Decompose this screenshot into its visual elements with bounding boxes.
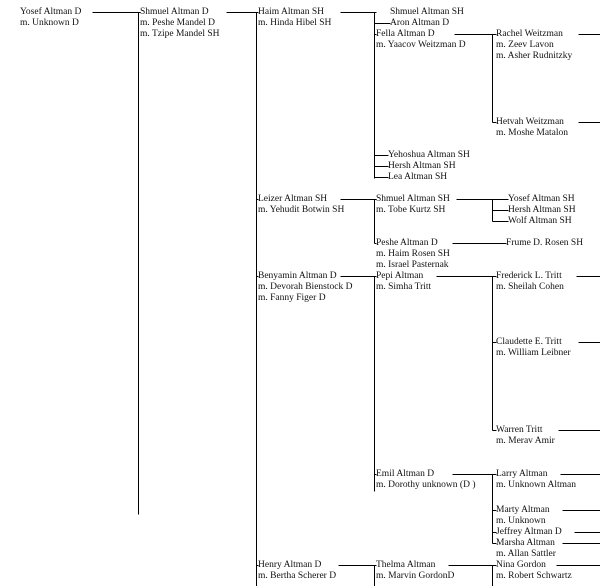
person-name: Aron Altman D	[390, 18, 450, 28]
person-name: Nina Gordon	[496, 560, 546, 570]
person-nina-gordon	[496, 560, 572, 582]
person-name: Wolf Altman SH	[508, 216, 572, 226]
person-thelma-altman	[376, 560, 454, 582]
person-haim-altman	[258, 7, 331, 29]
person-name: Pepi Altman	[376, 271, 424, 281]
person-hersh-altman-son-of-haim	[388, 161, 456, 172]
person-name: Peshe Altman D	[376, 238, 438, 248]
person-name: Frume D. Rosen SH	[506, 238, 584, 248]
person-marsha-altman	[496, 538, 556, 560]
spouse-name: m. Devorah Bienstock D	[258, 282, 353, 292]
spouse-name: m. Moshe Matalon	[496, 128, 569, 138]
spouse-name: m. Dorothy unknown (D )	[376, 480, 476, 490]
person-shmuel-altman-sr	[140, 7, 220, 40]
person-peshe-altman	[376, 238, 450, 271]
spouse-name: m. Unknown Altman	[496, 480, 576, 490]
person-name: Leizer Altman SH	[258, 194, 328, 204]
spouse-name: m. Israel Pasternak	[376, 260, 449, 270]
person-name: Yosef Altman D	[20, 7, 82, 17]
spouse-name: m. Tzipe Mandel SH	[140, 29, 220, 39]
spouse-name: m. William Leibner	[496, 348, 571, 358]
spouse-name: m. Marvin GordonD	[376, 571, 455, 581]
person-yehoshua-altman	[388, 150, 470, 161]
person-wolf-altman	[508, 216, 572, 227]
person-hersh-altman-son-of-shmuel	[508, 205, 576, 216]
person-lea-altman	[388, 172, 447, 183]
person-shmuel-altman-son-of-leizer	[376, 194, 450, 216]
person-name: Yehoshua Altman SH	[388, 150, 470, 160]
spouse-name: m. Unknown	[496, 516, 546, 526]
spouse-name: m. Tobe Kurtz SH	[376, 205, 446, 215]
spouse-name: m. Hinda Hibel SH	[258, 18, 332, 28]
person-name: Yosef Altman SH	[508, 194, 575, 204]
person-aron-altman	[390, 18, 449, 29]
spouse-name: m. Robert Schwartz	[496, 571, 572, 581]
person-name: Henry Altman D	[258, 560, 322, 570]
person-name: Warren Tritt	[496, 425, 543, 435]
person-name: Emil Altman D	[376, 469, 435, 479]
person-emil-altman	[376, 469, 475, 491]
person-name: Marsha Altman	[496, 538, 555, 548]
person-yosef-altman-jr	[508, 194, 575, 205]
person-name: Fella Altman D	[376, 29, 435, 39]
person-benyamin-altman	[258, 271, 352, 304]
person-name: Hetvah Weitzman	[496, 117, 564, 127]
person-fella-altman	[376, 29, 466, 51]
spouse-name: m. Zeev Lavon	[496, 40, 554, 50]
person-name: Shmuel Altman SH	[376, 194, 450, 204]
person-name: Marty Altman	[496, 505, 550, 515]
spouse-name: m. Allan Sattler	[496, 549, 556, 559]
person-henry-altman	[258, 560, 336, 582]
person-marty-altman	[496, 505, 550, 527]
spouse-name: m. Bertha Scherer D	[258, 571, 337, 581]
person-name: Claudette E. Tritt	[496, 337, 562, 347]
spouse-name: m. Fanny Figer D	[258, 293, 326, 303]
spouse-name: m. Merav Amir	[496, 436, 555, 446]
person-frederick-tritt	[496, 271, 564, 293]
spouse-name: m. Yaacov Weitzman D	[376, 40, 466, 50]
person-name: Thelma Altman	[376, 560, 436, 570]
person-name: Shmuel Altman SH	[390, 7, 464, 17]
person-name: Haim Altman SH	[258, 7, 324, 17]
person-name: Hersh Altman SH	[508, 205, 576, 215]
spouse-name: m. Asher Rudnitzky	[496, 51, 573, 61]
person-yosef-altman-sr	[20, 7, 81, 29]
spouse-name: m. Simha Tritt	[376, 282, 432, 292]
spouse-name: m. Unknown D	[20, 18, 79, 28]
person-name: Lea Altman SH	[388, 172, 448, 182]
person-claudette-tritt	[496, 337, 571, 359]
spouse-name: m. Haim Rosen SH	[376, 249, 450, 259]
person-warren-tritt	[496, 425, 555, 447]
person-pepi-altman	[376, 271, 431, 293]
person-rachel-weitzman	[496, 29, 572, 62]
person-name: Larry Altman	[496, 469, 548, 479]
spouse-name: m. Sheilah Cohen	[496, 282, 564, 292]
person-frume-rosen	[506, 238, 583, 249]
person-name: Rachel Weitzman	[496, 29, 563, 39]
person-shmuel-altman-son-of-haim	[390, 7, 464, 18]
spouse-name: m. Yehudit Botwin SH	[258, 205, 345, 215]
person-name: Benyamin Altman D	[258, 271, 337, 281]
person-jeffrey-altman	[496, 527, 562, 538]
person-name: Hersh Altman SH	[388, 161, 456, 171]
person-name: Shmuel Altman D	[140, 7, 209, 17]
person-name: Jeffrey Altman D	[496, 527, 562, 537]
person-larry-altman	[496, 469, 576, 491]
person-name: Frederick L. Tritt	[496, 271, 562, 281]
person-hetvah-weitzman	[496, 117, 568, 139]
spouse-name: m. Peshe Mandel D	[140, 18, 215, 28]
person-leizer-altman	[258, 194, 344, 216]
